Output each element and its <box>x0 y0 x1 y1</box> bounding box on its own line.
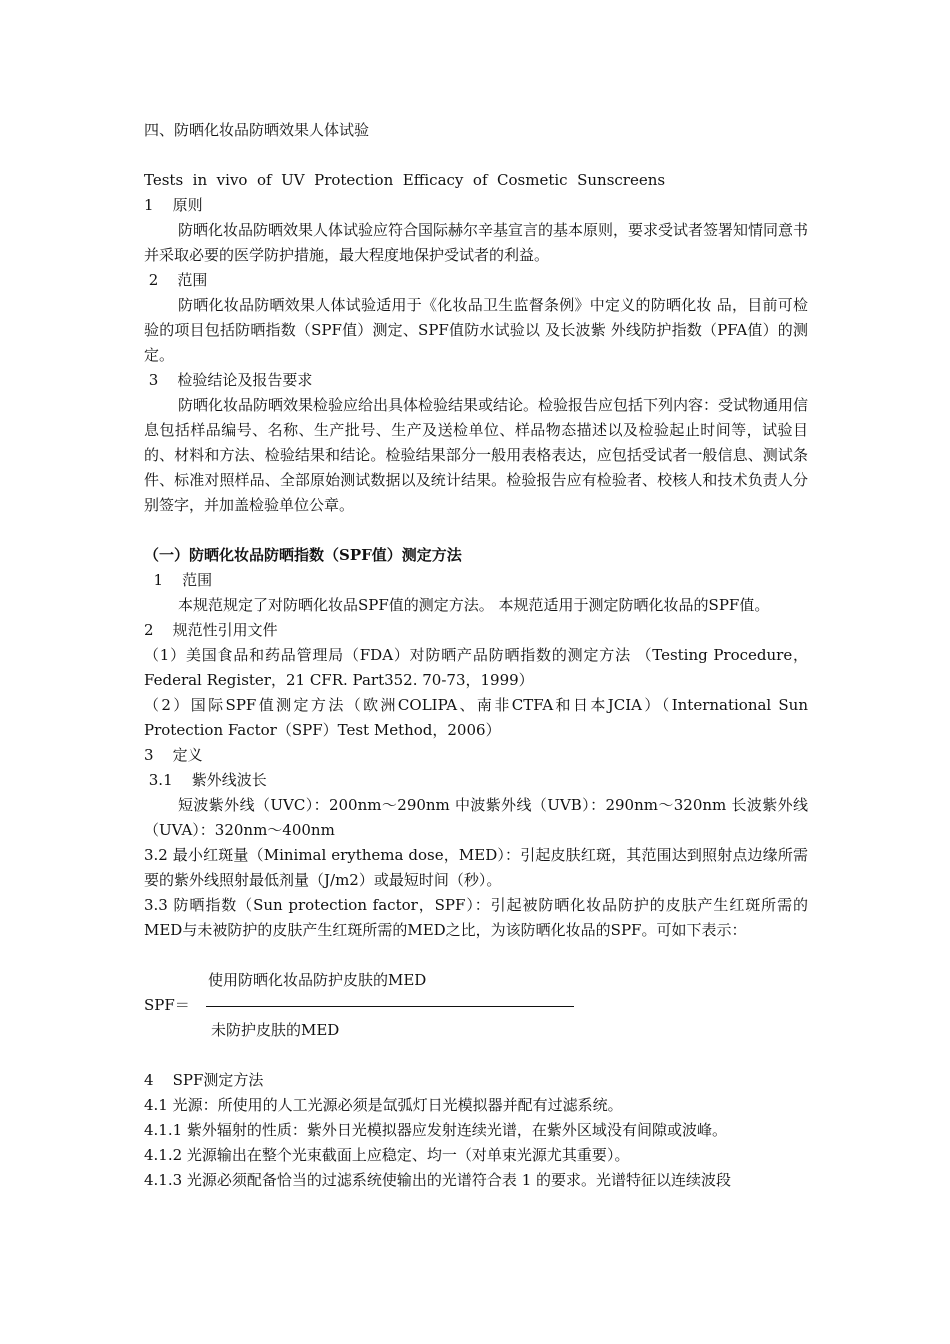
document-body <box>144 118 808 1193</box>
formula-numerator: 使用防晒化妆品防护皮肤的MED <box>208 971 427 989</box>
heading-spf-scope: 1 范围 <box>144 571 213 589</box>
heading-scope: 2 范围 <box>144 271 208 289</box>
formula-denominator: 未防护皮肤的MED <box>211 1021 340 1039</box>
definition-med: 3.2 最小红斑量（Minimal erythema dose，MED）：引起皮肤红斑，其范围达到照射点边缘所需要的紫外线照射最低剂量（J/m2）或最短时间（秒）。 <box>144 846 808 889</box>
heading-spf-method: 4 SPF测定方法 <box>144 1071 264 1089</box>
paragraph-uv-wavelength: 短波紫外线（UVC）：200nm～290nm 中波紫外线（UVB）：290nm～320nm 长波紫外线（UVA）：320nm～400nm <box>144 796 808 839</box>
heading-uv-wavelength: 3.1 紫外线波长 <box>144 771 267 789</box>
paragraph-principle: 防晒化妆品防晒效果人体试验应符合国际赫尔辛基宣言的基本原则，要求受试者签署知情同意书并采取必要的医学防护措施，最大程度地保护受试者的利益。 <box>144 221 809 264</box>
item-4-1-2: 4.1.2 光源输出在整个光束截面上应稳定、均一（对单束光源尤其重要）。 <box>144 1146 630 1164</box>
item-4-1-1: 4.1.1 紫外辐射的性质：紫外日光模拟器应发射连续光谱，在紫外区域没有间隙或波峰。 <box>144 1121 727 1139</box>
paragraph-spf-scope: 本规范规定了对防晒化妆品SPF值的测定方法。 本规范适用于测定防晒化妆品的SPF值。 <box>178 596 770 614</box>
paragraph-report: 防晒化妆品防晒效果检验应给出具体检验结果或结论。检验报告应包括下列内容：受试物通用信息包括样品编号、名称、生产批号、生产及送检单位、样品物态描述以及检验起止时间等，试验目的、材料和方法、检验结果和结论。检验结果部分一般用表格表达，应包括受试者一般信息、测试条件、标准对照样品、全部原始测试数据以及统计结果。检验报告应有检验者、校核人和技术负责人分别签字，并加盖检验单位公章。 <box>144 396 809 514</box>
reference-1: （1）美国食品和药品管理局（FDA）对防晒产品防晒指数的测定方法 （Testing Procedure，Federal Register，21 CFR. Part352. 70-73，1999） <box>144 646 808 689</box>
paragraph-scope: 防晒化妆品防晒效果人体试验适用于《化妆品卫生监督条例》中定义的防晒化妆 品，目前可检验的项目包括防晒指数（SPF值）测定、SPF值防水试验以 及长波紫 外线防护指数（PFA值）的测定。 <box>144 296 808 364</box>
subsection-title: （一）防晒化妆品防晒指数（SPF值）测定方法 <box>144 546 462 564</box>
formula-lhs: SPF＝ <box>144 996 190 1014</box>
item-4-1-3: 4.1.3 光源必须配备恰当的过滤系统使输出的光谱符合表 1 的要求。光谱特征以连续波段 <box>144 1171 732 1189</box>
heading-definitions: 3 定义 <box>144 746 203 764</box>
section-title: 四、防晒化妆品防晒效果人体试验 <box>144 121 370 139</box>
formula-fraction-line <box>206 1006 574 1007</box>
heading-principle: 1 原则 <box>144 196 203 214</box>
english-title: Tests in vivo of UV Protection Efficacy of Cosmetic Sunscreens <box>144 171 666 189</box>
heading-references: 2 规范性引用文件 <box>144 621 278 639</box>
definition-spf: 3.3 防晒指数（Sun protection factor，SPF）：引起被防晒化妆品防护的皮肤产生红斑所需的MED与未被防护的皮肤产生红斑所需的MED之比，为该防晒化妆品的SPF。可如下表示： <box>144 896 808 939</box>
reference-2: （2）国际SPF值测定方法（欧洲COLIPA、南非CTFA和日本JCIA）（International Sun Protection Factor（SPF）Test Method，2006） <box>144 696 808 739</box>
heading-report: 3 检验结论及报告要求 <box>144 371 313 389</box>
item-4-1: 4.1 光源：所使用的人工光源必须是氙弧灯日光模拟器并配有过滤系统。 <box>144 1096 623 1114</box>
spf-formula <box>144 968 808 1043</box>
